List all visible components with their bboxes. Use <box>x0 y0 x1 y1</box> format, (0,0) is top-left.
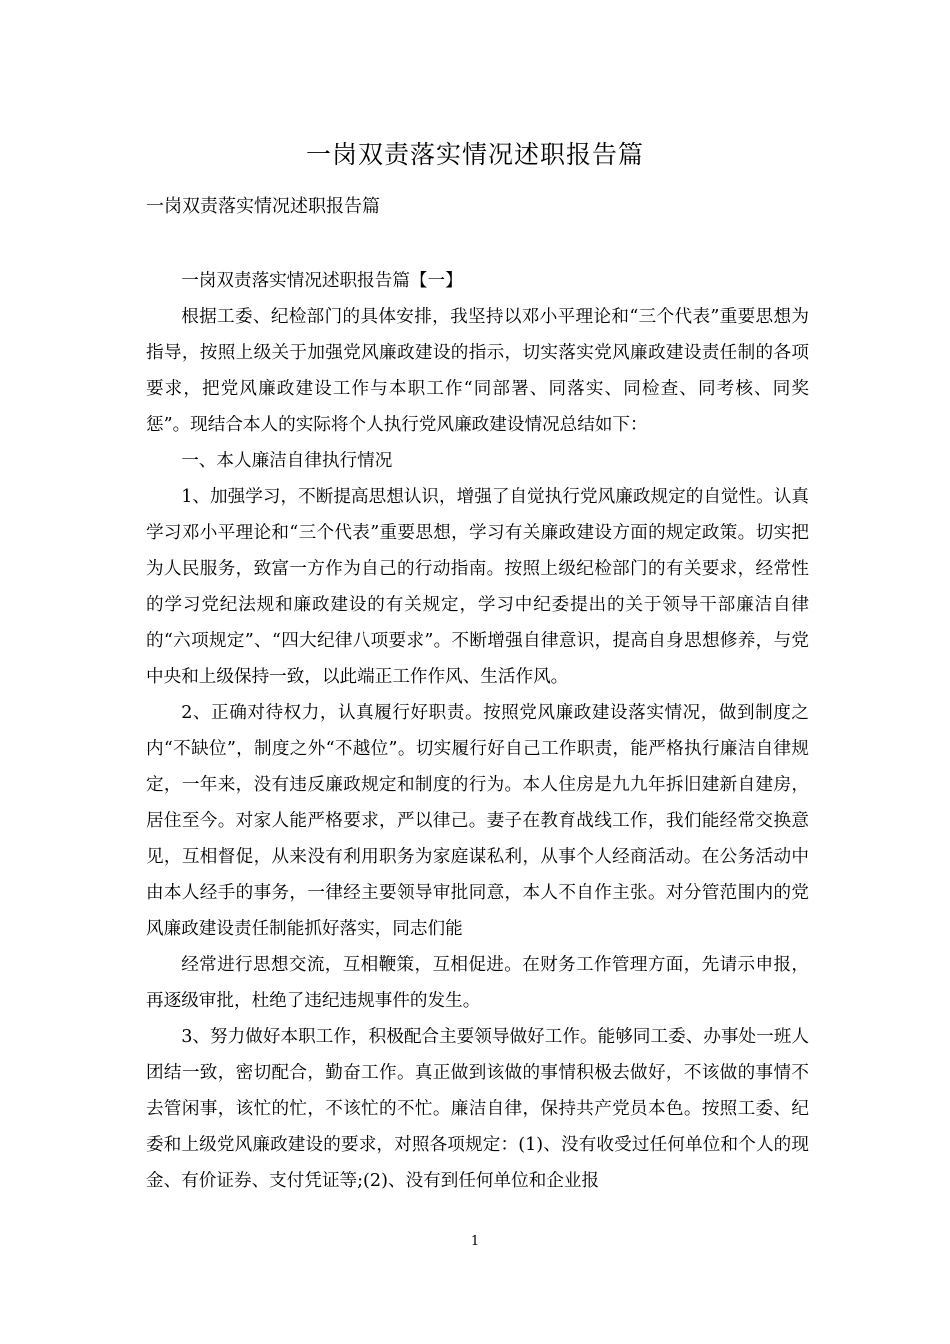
body-paragraph: 2、正确对待权力，认真履行好职责。按照党风廉政建设落实情况，做到制度之内“不缺位”，制度之外“不越位”。切实履行好自己工作职责，能严格执行廉洁自律规定，一年来，没有违反廉政规定和制度的行为。本人住房是九九年拆旧建新自建房，居住至今。对家人能严格要求，严以律己。妻子在教育战线工作，我们能经常交换意见，互相督促，从来没有利用职务为家庭谋私利，从事个人经商活动。在公务活动中由本人经手的事务，一律经主要领导审批同意，本人不自作主张。对分管范围内的党风廉政建设责任制能抓好落实，同志们能 <box>146 703 809 939</box>
subsection-heading: 一、本人廉洁自律执行情况 <box>181 451 393 471</box>
page-number: 1 <box>470 1234 480 1249</box>
body-paragraph: 3、努力做好本职工作，积极配合主要领导做好工作。能够同工委、办事处一班人团结一致，密切配合，勤奋工作。真正做到该做的事情积极去做好，不该做的事情不去管闲事，该忙的忙，不该忙的不忙。廉洁自律，保持共产党员本色。按照工委、纪委和上级党风廉政建设的要求，对照各项规定：(1)、没有收受过任何单位和个人的现金、有价证券、支付凭证等;(2)、没有到任何单位和企业报 <box>146 1027 809 1191</box>
body-paragraph: 1、加强学习，不断提高思想认识，增强了自觉执行党风廉政规定的自觉性。认真学习邓小平理论和“三个代表”重要思想，学习有关廉政建设方面的规定政策。切实把为人民服务，致富一方作为自己的行动指南。按照上级纪检部门的有关要求，经常性的学习党纪法规和廉政建设的有关规定，学习中纪委提出的关于领导干部廉洁自律的“六项规定”、“四大纪律八项要求”。不断增强自律意识，提高自身思想修养，与党中央和上级保持一致，以此端正工作作风、生活作风。 <box>146 487 809 687</box>
body-paragraph: 经常进行思想交流，互相鞭策，互相促进。在财务工作管理方面，先请示申报，再逐级审批，杜绝了违纪违规事件的发生。 <box>146 955 809 1011</box>
document-subtitle: 一岗双责落实情况述职报告篇 <box>146 196 380 217</box>
section-heading: 一岗双责落实情况述职报告篇【一】 <box>181 271 463 291</box>
document-body <box>146 263 809 1199</box>
document-title: 一岗双责落实情况述职报告篇 <box>305 140 644 169</box>
body-paragraph: 根据工委、纪检部门的具体安排，我坚持以邓小平理论和“三个代表”重要思想为指导，按照上级关于加强党风廉政建设的指示，切实落实党风廉政建设责任制的各项要求，把党风廉政建设工作与本职工作“同部署、同落实、同检查、同考核、同奖惩”。现结合本人的实际将个人执行党风廉政建设情况总结如下： <box>146 307 809 435</box>
